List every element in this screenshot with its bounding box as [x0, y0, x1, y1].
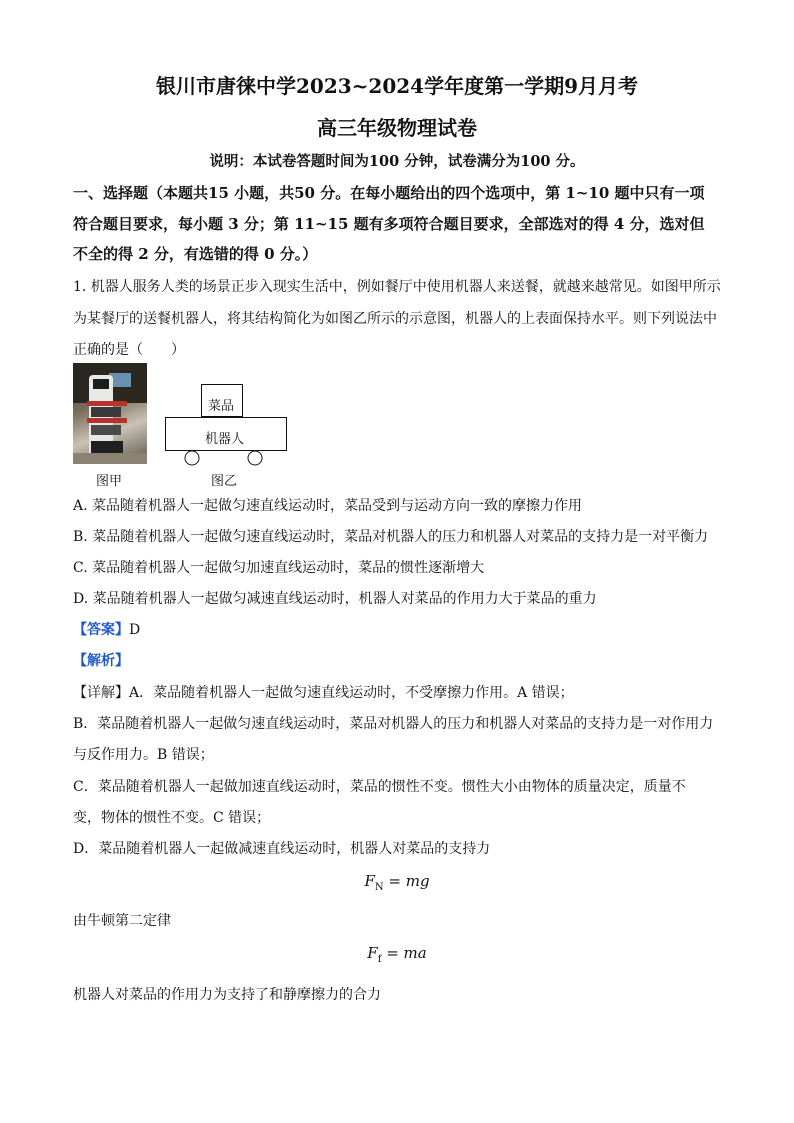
question-stem-line-2: 为某餐厅的送餐机器人，将其结构简化为如图乙所示的示意图，机器人的上表面保持水平。则下列说法中 — [73, 311, 717, 327]
analysis-line-7: 由牛顿第二定律 — [73, 913, 171, 929]
analysis-line-1: 【详解】A．菜品随着机器人一起做匀速直线运动时，不受摩擦力作用。A 错误； — [73, 685, 574, 701]
section-intro-line-3: 不全的得 2 分，有选错的得 0 分。） — [73, 245, 318, 263]
figure-a-caption: 图甲 — [96, 474, 123, 489]
page-title: 银川市唐徕中学2023~2024学年度第一学期9月月考 — [155, 74, 638, 98]
answer-label: 【答案】 — [73, 622, 129, 638]
analysis-line-6: D．菜品随着机器人一起做减速直线运动时，机器人对菜品的支持力 — [73, 841, 491, 857]
analysis-line-5: 变，物体的惯性不变。C 错误； — [73, 810, 271, 826]
question-stem-line-1: 1. 机器人服务人类的场景正步入现实生活中，例如餐厅中使用机器人来送餐，就越来越常见。如图甲所示 — [73, 279, 721, 295]
section-intro-line-1: 一、选择题（本题共15 小题，共50 分。在每小题给出的四个选项中，第 1~10 题中只有一项 — [73, 184, 705, 202]
analysis-line-2: B．菜品随着机器人一起做匀速直线运动时，菜品对机器人的压力和机器人对菜品的支持力是一对作用力 — [73, 716, 714, 732]
question-stem-line-3: 正确的是（ ） — [73, 342, 185, 358]
option-c: C. 菜品随着机器人一起做匀加速直线运动时，菜品的惯性逐渐增大 — [73, 560, 485, 576]
robot-photo — [73, 363, 147, 464]
option-a: A. 菜品随着机器人一起做匀速直线运动时，菜品受到与运动方向一致的摩擦力作用 — [73, 498, 583, 514]
figure-b-caption: 图乙 — [211, 474, 238, 489]
answer-line — [73, 619, 140, 639]
robot-schematic — [160, 380, 294, 470]
formula-friction-force: $F_f$ = ma — [367, 944, 427, 965]
option-d: D. 菜品随着机器人一起做匀减速直线运动时，机器人对菜品的作用力大于菜品的重力 — [73, 591, 597, 607]
formula-support-force: $F_N$ = mg — [364, 872, 430, 893]
exam-note: 说明：本试卷答题时间为100 分钟，试卷满分为100 分。 — [209, 153, 585, 170]
dish-box-label: 菜品 — [208, 399, 235, 414]
analysis-label-line — [73, 650, 129, 670]
option-b: B. 菜品随着机器人一起做匀速直线运动时，菜品对机器人的压力和机器人对菜品的支持力是一对平衡力 — [73, 529, 709, 545]
answer-value: D — [129, 622, 141, 638]
analysis-line-4: C．菜品随着机器人一起做加速直线运动时，菜品的惯性不变。惯性大小由物体的质量决定，质量不 — [73, 779, 686, 795]
robot-box-label: 机器人 — [205, 432, 245, 447]
analysis-label: 【解析】 — [73, 653, 129, 669]
section-intro-line-2: 符合题目要求，每小题 3 分；第 11~15 题有多项符合题目要求，全部选对的得 4 分，选对但 — [73, 215, 705, 233]
analysis-line-3: 与反作用力。B 错误； — [73, 747, 214, 763]
page-subtitle: 高三年级物理试卷 — [317, 116, 477, 140]
analysis-line-8: 机器人对菜品的作用力为支持了和静摩擦力的合力 — [73, 987, 381, 1003]
